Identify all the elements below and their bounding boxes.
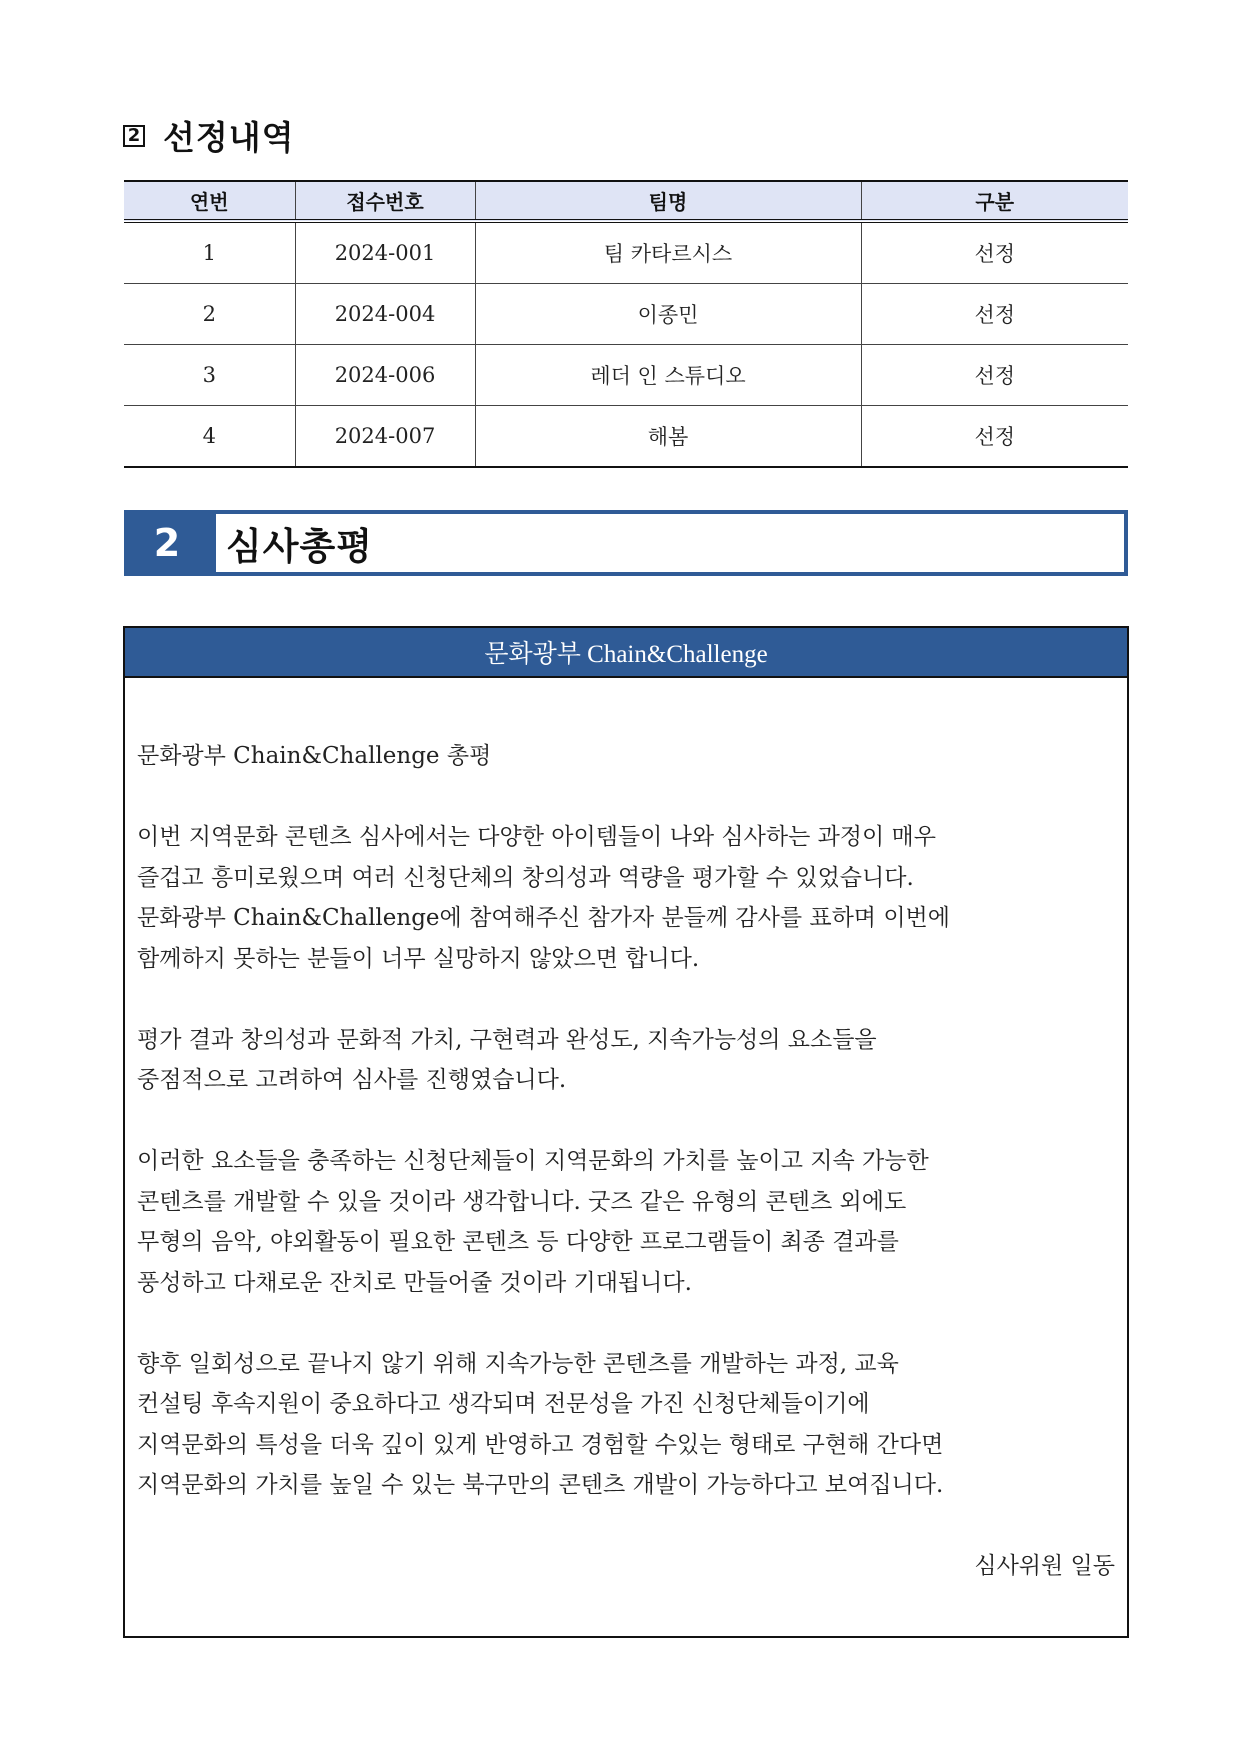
review-paragraph-4 xyxy=(137,1344,1115,1506)
text-line: 무형의 음악, 야외활동이 필요한 콘텐츠 등 다양한 프로그램들이 최종 결과를 xyxy=(137,1229,899,1255)
col-header-category: 구분 xyxy=(861,181,1128,221)
section-heading xyxy=(123,112,295,159)
review-title: 문화광부 Chain&Challenge 총평 xyxy=(137,743,492,769)
text-line: 중점적으로 고려하여 심사를 진행였습니다. xyxy=(137,1067,567,1093)
cell-no: 1 xyxy=(124,221,295,284)
cell-no: 3 xyxy=(124,345,295,406)
cell-category: 선정 xyxy=(861,406,1128,468)
text-line: 이러한 요소들을 충족하는 신청단체들이 지역문화의 가치를 높이고 지속 가능한 xyxy=(137,1148,929,1174)
chapter-heading-band xyxy=(124,510,1128,576)
cell-no: 2 xyxy=(124,284,295,345)
section-number-box: 2 xyxy=(123,125,145,147)
table-row xyxy=(124,345,1128,406)
table-row xyxy=(124,284,1128,345)
text-line: 이번 지역문화 콘텐츠 심사에서는 다양한 아이템들이 나와 심사하는 과정이 매우 xyxy=(137,824,936,850)
text-line: 지역문화의 가치를 높일 수 있는 북구만의 콘텐츠 개발이 가능하다고 보여집니다. xyxy=(137,1472,944,1498)
cell-receipt: 2024-007 xyxy=(295,406,475,468)
cell-team: 레더 인 스튜디오 xyxy=(475,345,861,406)
table-row xyxy=(124,221,1128,284)
text-line: 콘텐츠를 개발할 수 있을 것이라 생각합니다. 굿즈 같은 유형의 콘텐츠 외에도 xyxy=(137,1188,907,1215)
cell-receipt: 2024-004 xyxy=(295,284,475,345)
cell-receipt: 2024-001 xyxy=(295,221,475,284)
text-line: 풍성하고 다채로운 잔치로 만들어줄 것이라 기대됩니다. xyxy=(137,1269,692,1296)
col-header-receipt: 접수번호 xyxy=(295,181,475,221)
review-signature: 심사위원 일동 xyxy=(974,1553,1115,1579)
text-line: 문화광부 Chain&Challenge에 참여해주신 참가자 분들께 감사를 표하며 이번에 xyxy=(137,905,950,931)
review-paragraph-3 xyxy=(137,1141,1115,1303)
text-line: 컨설팅 후속지원이 중요하다고 생각되며 전문성을 가진 신청단체들이기에 xyxy=(137,1391,870,1417)
cell-category: 선정 xyxy=(861,345,1128,406)
text-line: 평가 결과 창의성과 문화적 가치, 구현력과 완성도, 지속가능성의 요소들을 xyxy=(137,1026,877,1053)
cell-team: 이종민 xyxy=(475,284,861,345)
table-row xyxy=(124,406,1128,468)
cell-receipt: 2024-006 xyxy=(295,345,475,406)
table-header-row xyxy=(124,181,1128,221)
cell-team: 팀 카타르시스 xyxy=(475,221,861,284)
chapter-number: 2 xyxy=(124,510,210,576)
text-line: 함께하지 못하는 분들이 너무 실망하지 않았으면 합니다. xyxy=(137,945,700,972)
chapter-title: 심사총평 xyxy=(210,510,1128,576)
section-title: 선정내역 xyxy=(163,118,295,157)
text-line: 즐겁고 흥미로웠으며 여러 신청단체의 창의성과 역량을 평가할 수 있었습니다. xyxy=(137,864,914,891)
cell-team: 해봄 xyxy=(475,406,861,468)
review-box xyxy=(123,626,1129,1638)
col-header-team: 팀명 xyxy=(475,181,861,221)
review-box-header: 문화광부 Chain&Challenge xyxy=(125,628,1127,678)
selection-table xyxy=(124,180,1128,468)
review-paragraph-1 xyxy=(137,817,1115,979)
cell-category: 선정 xyxy=(861,284,1128,345)
text-line: 지역문화의 특성을 더욱 깊이 있게 반영하고 경험할 수있는 형태로 구현해 간다면 xyxy=(137,1431,944,1458)
col-header-no: 연번 xyxy=(124,181,295,221)
text-line: 향후 일회성으로 끝나지 않기 위해 지속가능한 콘텐츠를 개발하는 과정, 교육 xyxy=(137,1350,899,1377)
review-body xyxy=(125,678,1127,1587)
review-paragraph-2 xyxy=(137,1020,1115,1101)
cell-no: 4 xyxy=(124,406,295,468)
cell-category: 선정 xyxy=(861,221,1128,284)
